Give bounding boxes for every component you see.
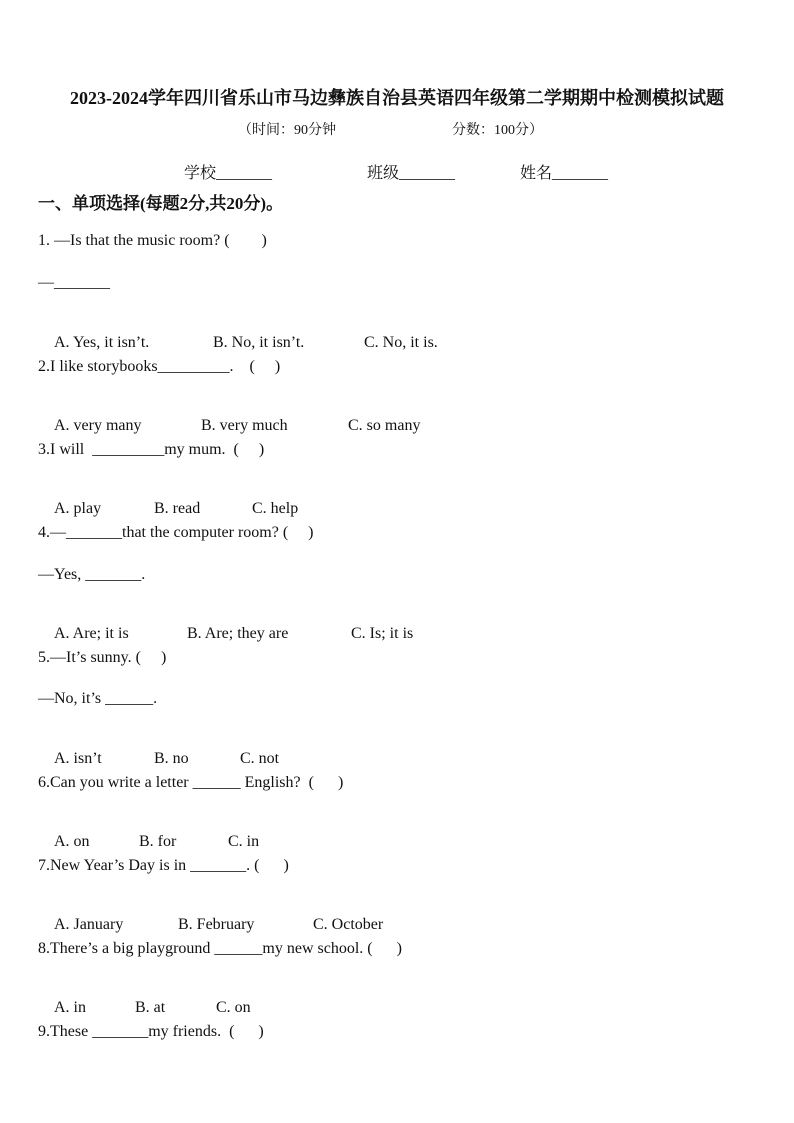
- question-line: 9.These _______my friends. ( ): [38, 1023, 264, 1040]
- option-a: A. on: [54, 833, 90, 850]
- answer-line: —_______: [38, 274, 110, 291]
- school-field: 学校_______: [184, 165, 273, 182]
- question-line: 8.There’s a big playground ______my new school. ( ): [38, 940, 402, 957]
- exam-title: 2023-2024学年四川省乐山市马边彝族自治县英语四年级第二学期期中检测模拟试题: [70, 88, 724, 108]
- option-b: B. Are; they are: [187, 625, 289, 642]
- exam-score: 分数：100分）: [452, 123, 543, 138]
- option-b: B. read: [154, 500, 201, 517]
- option-a: A. very many: [54, 417, 142, 434]
- option-c: C. No, it is.: [364, 334, 438, 351]
- class-field: 班级_______: [367, 165, 456, 182]
- option-b: B. for: [139, 833, 177, 850]
- option-a: A. play: [54, 500, 102, 517]
- option-c: C. in: [228, 833, 260, 850]
- option-a: A. Yes, it isn’t.: [54, 334, 150, 351]
- question-line: 2.I like storybooks_________. ( ): [38, 358, 281, 375]
- question-line: 6.Can you write a letter ______ English? ( ): [38, 774, 344, 791]
- question-line: 1. —Is that the music room? ( ): [38, 232, 267, 249]
- section-heading: 一、单项选择(每题2分,共20分)。: [38, 194, 284, 213]
- exam-time: （时间：90分钟: [238, 123, 336, 138]
- option-c: C. so many: [348, 417, 421, 434]
- option-c: C. on: [216, 999, 251, 1016]
- name-field: 姓名_______: [520, 165, 609, 182]
- option-b: B. No, it isn’t.: [213, 334, 305, 351]
- answer-line: —No, it’s ______.: [38, 690, 158, 707]
- option-b: B. February: [178, 916, 255, 933]
- option-b: B. no: [154, 750, 189, 767]
- question-line: 4.—_______that the computer room? ( ): [38, 524, 314, 541]
- answer-line: —Yes, _______.: [38, 566, 146, 583]
- option-c: C. Is; it is: [351, 625, 414, 642]
- option-a: A. Are; it is: [54, 625, 129, 642]
- option-c: C. help: [252, 500, 299, 517]
- question-line: 7.New Year’s Day is in _______. ( ): [38, 857, 289, 874]
- option-a: A. January: [54, 916, 124, 933]
- option-a: A. isn’t: [54, 750, 102, 767]
- option-a: A. in: [54, 999, 86, 1016]
- option-b: B. very much: [201, 417, 288, 434]
- option-c: C. not: [240, 750, 280, 767]
- question-line: 5.—It’s sunny. ( ): [38, 649, 167, 666]
- question-line: 3.I will _________my mum. ( ): [38, 441, 265, 458]
- option-c: C. October: [313, 916, 384, 933]
- option-b: B. at: [135, 999, 166, 1016]
